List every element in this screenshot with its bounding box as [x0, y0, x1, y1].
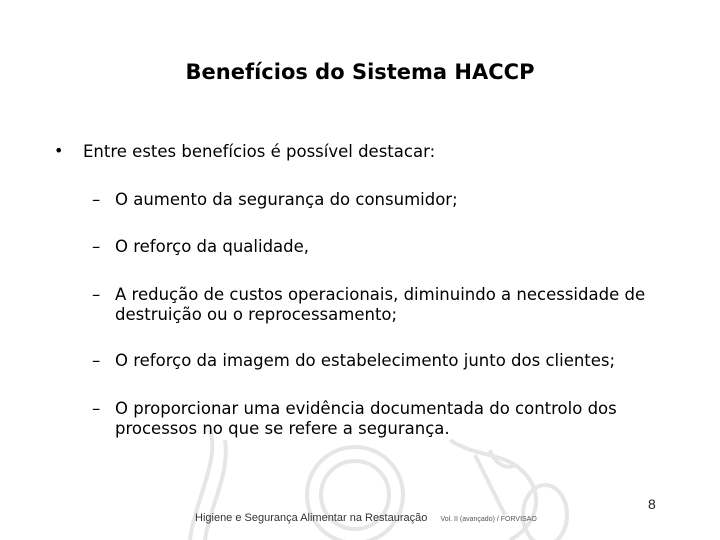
dash-marker: –: [92, 351, 101, 370]
sub-item-text: A redução de custos operacionais, diminuindo a necessidade de destruição ou o reprocessamento;: [115, 285, 646, 324]
footer: [195, 512, 537, 524]
dash-marker: –: [92, 237, 101, 256]
bullet-text: Entre estes benefícios é possível destacar:: [83, 142, 436, 161]
footer-title: Higiene e Segurança Alimentar na Restauração: [195, 512, 428, 524]
slide-title: Benefícios do Sistema HACCP: [185, 60, 535, 84]
dash-marker: –: [92, 285, 101, 304]
footer-subtitle: Vol. II (avançado) / FORVISAO: [440, 516, 537, 523]
dash-marker: –: [92, 190, 101, 209]
page-number: 8: [648, 496, 656, 512]
bullet-marker: •: [54, 141, 64, 160]
dash-marker: –: [92, 399, 101, 418]
sub-item-text: O reforço da imagem do estabelecimento junto dos clientes;: [115, 351, 616, 370]
sub-item-text: O aumento da segurança do consumidor;: [115, 190, 458, 209]
sub-item-text: O reforço da qualidade,: [115, 237, 310, 256]
sub-item-text: O proporcionar uma evidência documentada do controlo dos processos no que se refere a segurança.: [115, 399, 617, 438]
